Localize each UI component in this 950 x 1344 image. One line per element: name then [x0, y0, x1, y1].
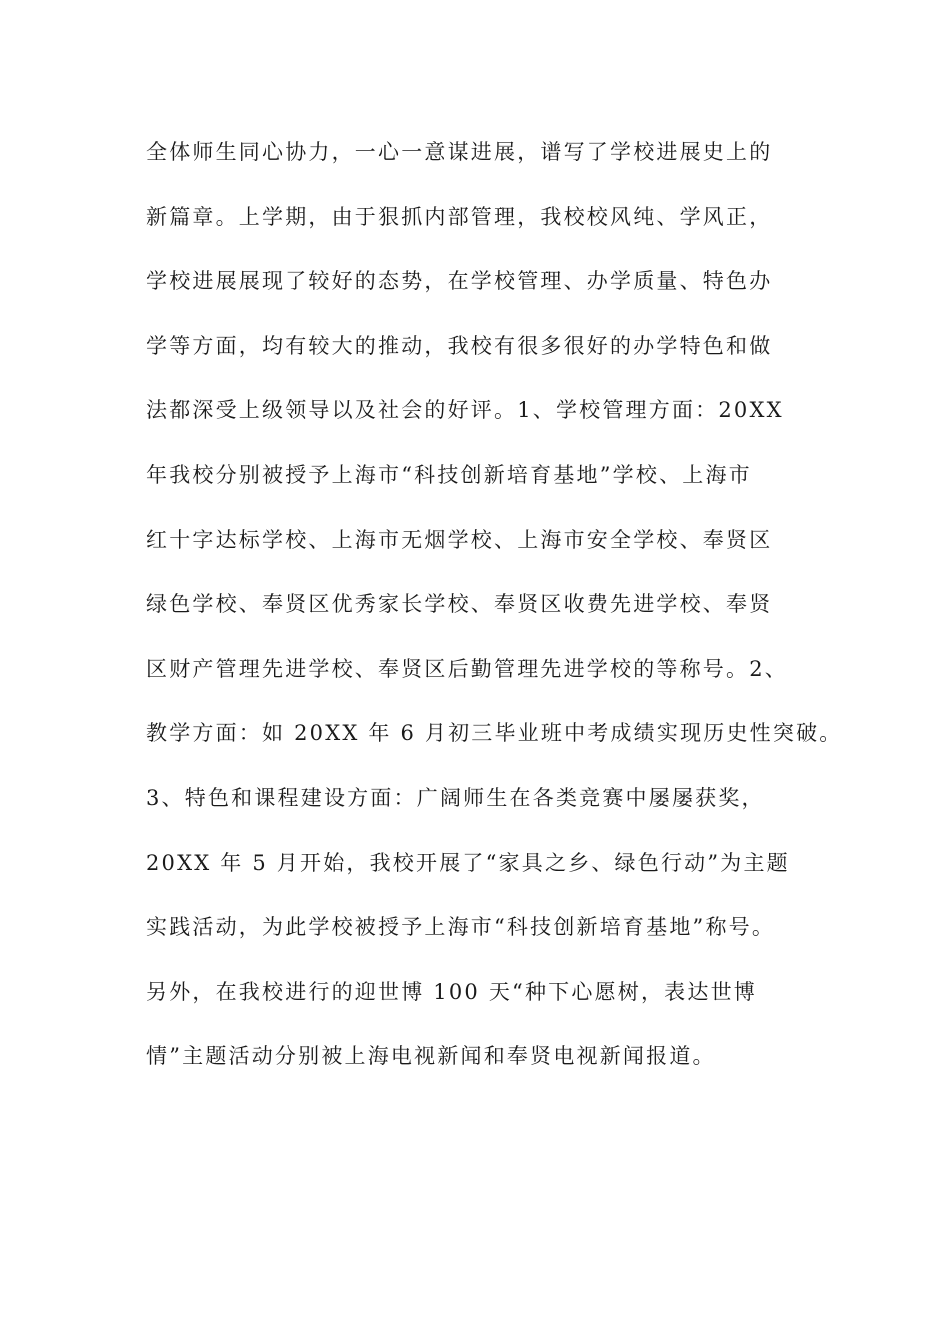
- text-line: 教学方面：如 20XX 年 6 月初三毕业班中考成绩实现历史性突破。: [146, 721, 843, 746]
- text-line: 法都深受上级领导以及社会的好评。1、学校管理方面：20XX: [146, 398, 784, 423]
- text-line: 红十字达标学校、上海市无烟学校、上海市安全学校、奉贤区: [146, 527, 773, 552]
- text-line: 新篇章。上学期，由于狠抓内部管理，我校校风纯、学风正，: [146, 204, 773, 229]
- text-line: 另外，在我校进行的迎世博 100 天“种下心愿树，表达世博: [146, 979, 757, 1004]
- text-line: 年我校分别被授予上海市“科技创新培育基地”学校、上海市: [146, 462, 752, 487]
- text-line: 情”主题活动分别被上海电视新闻和奉贤电视新闻报道。: [146, 1044, 716, 1069]
- text-line: 实践活动，为此学校被授予上海市“科技创新培育基地”称号。: [146, 915, 776, 940]
- text-line: 区财产管理先进学校、奉贤区后勤管理先进学校的等称号。2、: [146, 656, 788, 681]
- text-line: 学校进展展现了较好的态势，在学校管理、办学质量、特色办: [146, 269, 773, 294]
- text-line: 3、特色和课程建设方面：广阔师生在各类竞赛中屡屡获奖，: [146, 785, 765, 810]
- text-line: 学等方面，均有较大的推动，我校有很多很好的办学特色和做: [146, 333, 773, 358]
- body-text: [146, 128, 843, 1097]
- text-line: 20XX 年 5 月开始，我校开展了“家具之乡、绿色行动”为主题: [146, 850, 790, 875]
- text-line: 全体师生同心协力，一心一意谋进展，谱写了学校进展史上的: [146, 140, 773, 164]
- text-line: 绿色学校、奉贤区优秀家长学校、奉贤区收费先进学校、奉贤: [146, 592, 773, 617]
